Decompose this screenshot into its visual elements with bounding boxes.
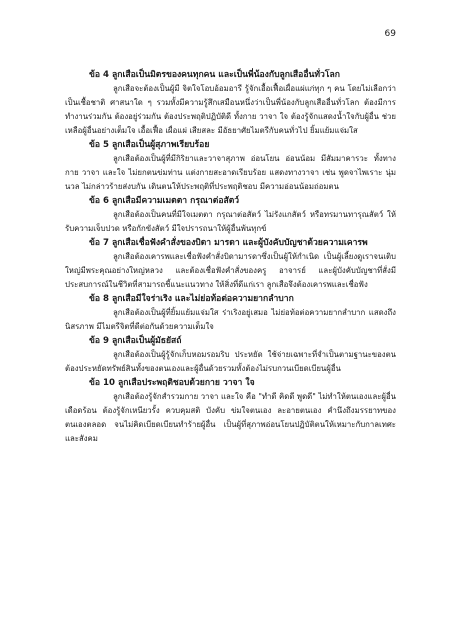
section-6: [65, 194, 396, 236]
section-9: [65, 334, 396, 376]
section-8: [65, 292, 396, 334]
section-body: ลูกเสือจะต้องเป็นผู้มี จิตใจโอบอ้อมอารี รู้จักเอื้อเฟื้อเผื่อแผ่แก่ทุก ๆ คน โดยไม่เลือกว่าเป็นเชื้อชาติ ศาสนาใด ๆ รวมทั้งมีความรู้สึกเสมือนหนึ่งว่าเป็นพี่น้องกับลูกเสืออื่นทั่วโลก ต้องมีการทำงานร่วมกัน ต้องอยู่ร่วมกัน ต้องประพฤติปฏิบัติดี ทั้งกาย วาจา ใจ ต้องรู้จักแสดงน้ำใจกับผู้อื่น ช่วยเหลือผู้อื่นอย่างเต็มใจ เอื้อเฟื้อ เผื่อแผ่ เสียสละ มีอัธยาศัยไมตรีกับคนทั่วไป ยิ้มแย้มแจ่มใส: [65, 84, 396, 135]
section-heading: ข้อ 5 ลูกเสือเป็นผู้สุภาพเรียบร้อย: [89, 140, 210, 150]
section-heading: ข้อ 7 ลูกเสือเชื่อฟังคำสั่งของบิดา มารดา และผู้บังคับบัญชาด้วยความเคารพ: [89, 238, 368, 248]
page-number: 69: [384, 29, 396, 39]
section-10: [65, 376, 396, 446]
section-heading: ข้อ 6 ลูกเสือมีความเมตตา กรุณาต่อสัตว์: [89, 196, 240, 206]
section-body: ลูกเสือต้องเป็นผู้รู้จักเก็บหอมรอมริบ ประหยัด ใช้จ่ายเฉพาะที่จำเป็นตามฐานะของตน ต้องประหยัดทรัพย์สินทั้งของตนเองและผู้อื่นด้วยรวมทั้งต้องไม่รบกวนเบียดเบียนผู้อื่น: [65, 350, 396, 373]
section-body: ลูกเสือต้องรู้จักสำรวมกาย วาจา และใจ คือ "ทำดี คิดดี พูดดี" ไม่ทำให้ตนเองและผู้อื่นเดือดร้อน ต้องรู้จักเหนียวรั้ง ควบคุมสติ บังคับ ข่มใจตนเอง ละอายตนเอง คำนึงถึงมรรยาทของตนเองตลอด จนไม่คิดเบียดเบียนทำร้ายผู้อื่น เป็นผู้ที่สุภาพอ่อนโยนปฏิบัติตนให้เหมาะกับกาลเทศะและสังคม: [65, 392, 396, 443]
section-heading: ข้อ 10 ลูกเสือประพฤติชอบด้วยกาย วาจา ใจ: [89, 378, 255, 388]
section-body: ลูกเสือต้องเป็นคนที่มีใจเมตตา กรุณาต่อสัตว์ ไม่รังแกสัตว์ หรือทรมานทารุณสัตว์ ให้รับความเจ็บปวด หรือกักขังสัตว์ มีใจปรารถนาให้ผู้อื่นพ้นทุกข์: [65, 210, 396, 233]
section-heading: ข้อ 4 ลูกเสือเป็นมิตรของคนทุกคน และเป็นพี่น้องกับลูกเสืออื่นทั่วโลก: [89, 70, 340, 80]
section-heading: ข้อ 9 ลูกเสือเป็นผู้มัธยัสถ์: [89, 336, 182, 346]
section-body: ลูกเสือต้องเคารพและเชื่อฟังคำสั่งบิดามารดาซึ่งเป็นผู้ให้กำเนิด เป็นผู้เลี้ยงดูเราจนเติบใหญ่มีพระคุณอย่างใหญ่หลวง และต้องเชื่อฟังคำสั่งของครู อาจารย์ และผู้บังคับบัญชาที่สั่งมีประสบการณ์ในชีวิตที่สามารถชี้แนะแนวทาง ให้สิ่งที่ดีแก่เรา ลูกเสือจึงต้องเคารพและเชื่อฟัง: [65, 252, 396, 289]
section-4: [65, 68, 396, 138]
section-body: ลูกเสือต้องเป็นผู้ที่มีกิริยาและวาจาสุภาพ อ่อนโยน อ่อนน้อม มีสัมมาคารวะ ทั้งทางกาย วาจา และใจ ไม่ยกตนข่มท่าน แต่งกายสะอาดเรียบร้อย แสดงทางวาจา เช่น พูดจาไพเราะ นุ่มนวล ไม่กล่าวร้ายส่งบกัน เดินตนให้ประพฤติที่ประพฤติชอบ มีความอ่อนน้อมถ่อมตน: [65, 154, 396, 191]
section-body: ลูกเสือต้องเป็นผู้ที่ยิ้มแย้มแจ่มใส ร่าเริงอยู่เสมอ ไม่ย่อท้อต่อความยากลำบาก แสดงถึงนิสรภาพ มีไมตรีจิตที่ดีต่อกันด้วยความเต็มใจ: [65, 308, 396, 331]
section-5: [65, 138, 396, 194]
page-content: [65, 68, 396, 446]
section-heading: ข้อ 8 ลูกเสือมีใจร่าเริง และไม่ย่อท้อต่อความยากลำบาก: [89, 294, 294, 304]
section-7: [65, 236, 396, 292]
